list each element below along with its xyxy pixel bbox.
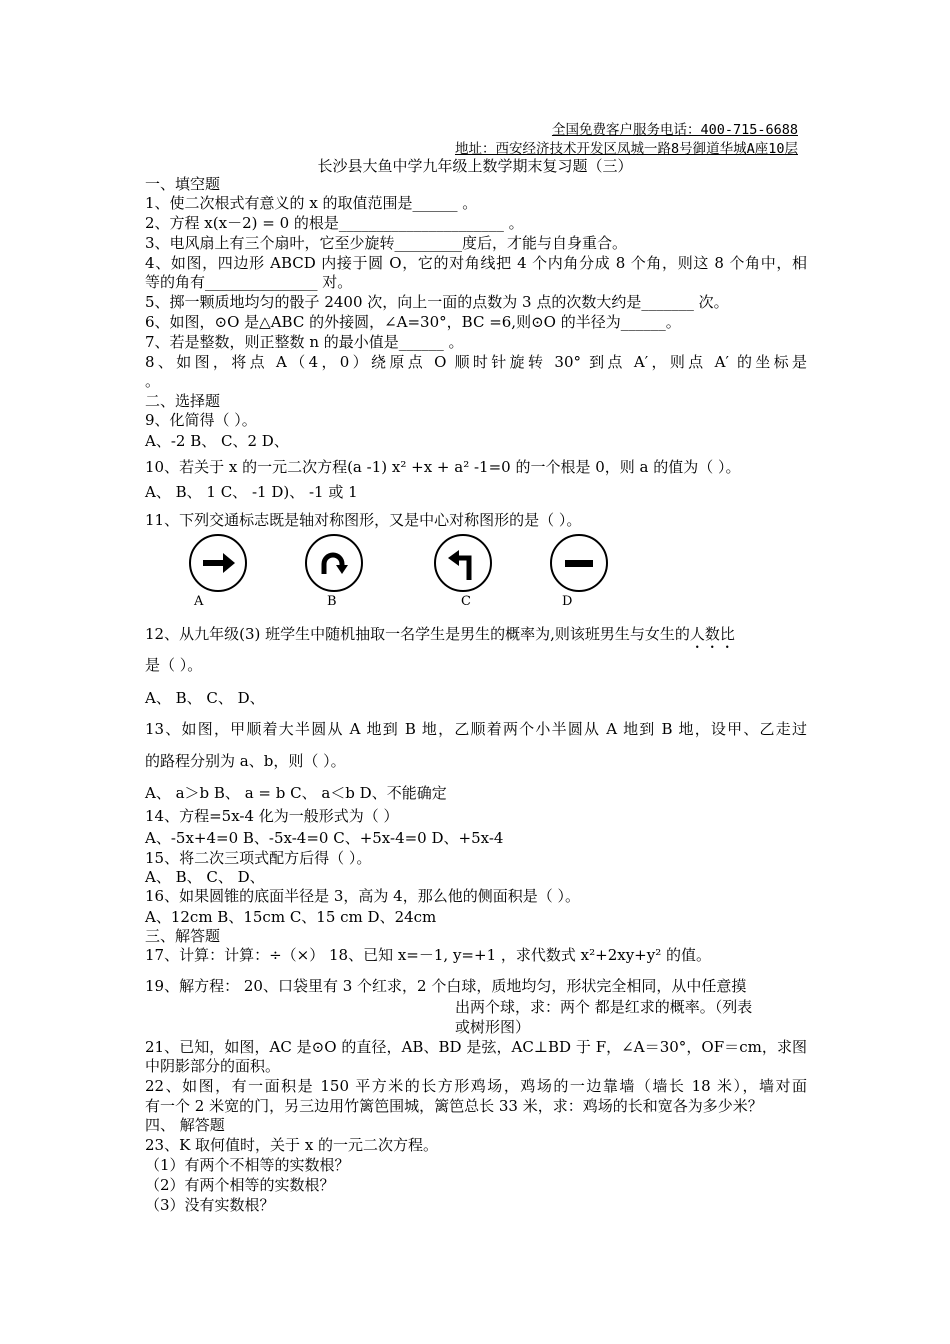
question-23-part1: （1）有两个不相等的实数根？ bbox=[145, 1156, 350, 1174]
question-3: 3、电风扇上有三个扇叶，它至少旋转_________度后，才能与自身重合。 bbox=[145, 234, 628, 252]
question-6: 6、如图，⊙O 是△ABC 的外接圆，∠A=30°，BC =6,则⊙O 的半径为______。 bbox=[145, 313, 681, 331]
question-14: 14、方程=5x-4 化为一般形式为（ ） bbox=[145, 807, 399, 825]
question-12-line1: 12、从九年级(3) 班学生中随机抽取一名学生是男生的概率为,则该班男生与女生的人数比 bbox=[145, 625, 735, 643]
question-9: 9、化简得（ ）。 bbox=[145, 411, 257, 429]
question-22-line1: 22、如图，有一面积是 150 平方米的长方形鸡场，鸡场的一边靠墙（墙长 18 米），墙对面 bbox=[145, 1077, 807, 1095]
question-12-options: A、 B、 C、 D、 bbox=[145, 689, 265, 707]
sign-d bbox=[550, 534, 608, 592]
no-entry-bar-icon bbox=[552, 536, 606, 590]
question-13-line2: 的路程分别为 a、b，则（ ）。 bbox=[145, 752, 346, 770]
sign-a bbox=[189, 534, 247, 592]
question-21-line2: 中阴影部分的面积。 bbox=[145, 1057, 281, 1075]
question-4-line1: 4、如图，四边形 ABCD 内接于圆 O，它的对角线把 4 个内角分成 8 个角，则这 8 个角中，相 bbox=[145, 254, 807, 272]
sign-label-c: C bbox=[461, 594, 471, 609]
section-answer-2: 四、 解答题 bbox=[145, 1116, 225, 1134]
sign-label-d: D bbox=[562, 594, 573, 609]
question-7: 7、若是整数，则正整数 n 的最小值是______ 。 bbox=[145, 333, 464, 351]
exam-title: 长沙县大鱼中学九年级上数学期末复习题（三） bbox=[317, 157, 633, 175]
section-fill-in: 一、填空题 bbox=[145, 175, 221, 193]
company-address: 地址：西安经济技术开发区凤城一路8号御道华城A座10层 bbox=[454, 141, 798, 157]
question-11: 11、下列交通标志既是轴对称图形，又是中心对称图形的是（ ）。 bbox=[145, 511, 582, 529]
question-15-options: A、 B、 C、 D、 bbox=[145, 868, 265, 886]
section-answer: 三、解答题 bbox=[145, 927, 221, 945]
question-19-20: 19、解方程： 20、口袋里有 3 个红求，2 个白球，质地均匀，形状完全相同，从中任意摸 bbox=[145, 977, 747, 995]
question-5: 5、掷一颗质地均匀的骰子 2400 次，向上一面的点数为 3 点的次数大约是_______ 次。 bbox=[145, 293, 729, 311]
question-22-line2: 有一个 2 米宽的门，另三边用竹篱笆围城，篱笆总长 33 米，求：鸡场的长和宽各为多少米？ bbox=[145, 1097, 763, 1115]
question-4-line2: 等的角有_______________ 对。 bbox=[145, 273, 353, 291]
section-choice: 二、选择题 bbox=[145, 392, 221, 410]
question-8-line1: 8、如图，将点 A（4，0）绕原点 O 顺时针旋转 30° 到点 A′，则点 A′ 的坐标是 bbox=[145, 353, 807, 371]
question-10-options: A、 B、 1 C、 -1 D)、 -1 或 1 bbox=[145, 483, 358, 501]
question-2: 2、方程 x(x－2) = 0 的根是______________________ 。 bbox=[145, 214, 524, 232]
question-12-line2: 是（ ）。 bbox=[145, 656, 203, 674]
sign-c bbox=[434, 534, 492, 592]
question-20-line2: 出两个球，求：两个 都是红求的概率。（列表 bbox=[455, 998, 753, 1016]
question-16: 16、如果圆锥的底面半径是 3，高为 4，那么他的侧面积是（ ）。 bbox=[145, 887, 580, 905]
sign-label-a: A bbox=[194, 594, 204, 609]
question-14-options: A、-5x+4=0 B、-5x-4=0 C、+5x-4=0 D、+5x-4 bbox=[145, 829, 504, 847]
question-13-options: A、 a＞b B、 a = b C、 a＜b D、不能确定 bbox=[145, 784, 447, 802]
u-turn-icon bbox=[307, 536, 361, 590]
question-23: 23、K 取何值时，关于 x 的一元二次方程。 bbox=[145, 1136, 439, 1154]
sign-b bbox=[305, 534, 363, 592]
question-21-line1: 21、已知，如图，AC 是⊙O 的直径，AB、BD 是弦，AC⊥BD 于 F，∠A＝30°，OF＝cm，求图 bbox=[145, 1038, 807, 1056]
question-17-18: 17、计算：计算：÷（×） 18、已知 x=－1, y=+1 ，求代数式 x²+2xy+y² 的值。 bbox=[145, 946, 711, 964]
question-1: 1、使二次根式有意义的 x 的取值范围是______ 。 bbox=[145, 194, 478, 212]
turn-left-icon bbox=[436, 536, 490, 590]
question-15: 15、将二次三项式配方后得（ ）。 bbox=[145, 849, 372, 867]
question-10: 10、若关于 x 的一元二次方程(a -1) x² +x + a² -1=0 的一个根是 0，则 a 的值为（ ）。 bbox=[145, 458, 741, 476]
sign-label-b: B bbox=[327, 594, 337, 609]
emphasized-text: 人数比 bbox=[689, 625, 735, 643]
question-23-part2: （2）有两个相等的实数根？ bbox=[145, 1176, 335, 1194]
question-9-options: A、-2 B、 C、2 D、 bbox=[145, 432, 289, 450]
question-20-line3: 或树形图） bbox=[455, 1018, 531, 1036]
question-23-part3: （3）没有实数根？ bbox=[145, 1196, 275, 1214]
question-8-line2: 。 bbox=[145, 372, 161, 390]
service-phone: 全国免费客户服务电话：400-715-6688 bbox=[551, 122, 798, 138]
question-16-options: A、12cm B、15cm C、15 cm D、24cm bbox=[145, 908, 437, 926]
arrow-right-icon bbox=[191, 536, 245, 590]
question-13-line1: 13、如图，甲顺着大半圆从 A 地到 B 地，乙顺着两个小半圆从 A 地到 B 地，设甲、乙走过 bbox=[145, 720, 807, 738]
